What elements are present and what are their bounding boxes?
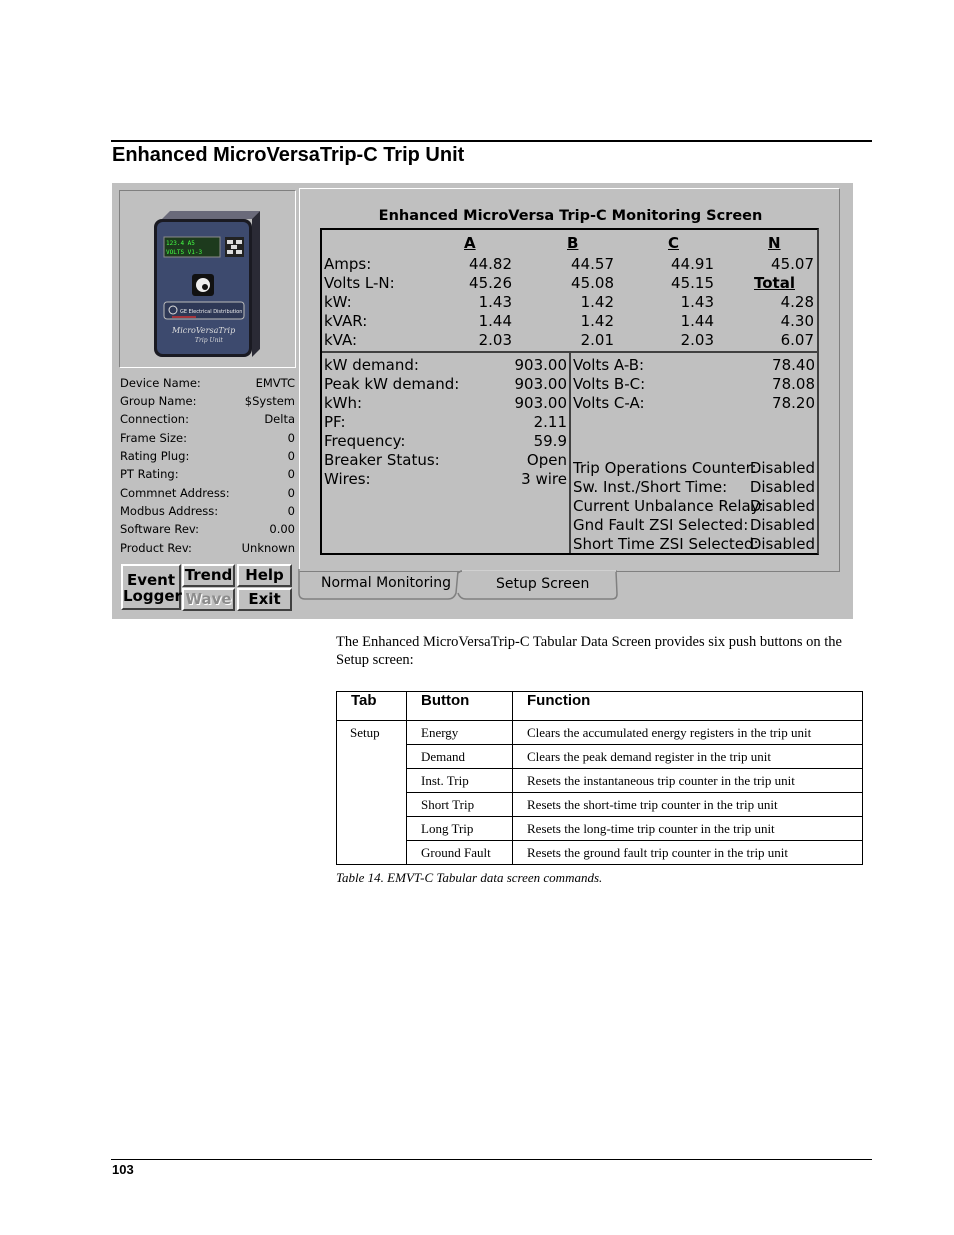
table-row: Demand Clears the peak demand register in the trip unit xyxy=(337,745,863,769)
tab-normal-monitoring[interactable]: Normal Monitoring xyxy=(321,575,451,591)
phase-header-b: B xyxy=(567,234,579,252)
table-row: Short Trip Resets the short-time trip counter in the trip unit xyxy=(337,793,863,817)
header-rule xyxy=(111,140,872,142)
device-label-line2: Trip Unit xyxy=(195,337,223,344)
device-info-row: Modbus Address: 0 xyxy=(120,504,295,518)
table-row: Inst. Trip Resets the instantaneous trip counter in the trip unit xyxy=(337,769,863,793)
device-display-line1: 123.4 A5 xyxy=(166,240,195,247)
table-row: Ground Fault Resets the ground fault trip counter in the trip unit xyxy=(337,841,863,865)
device-label-line1: MicroVersaTrip xyxy=(172,326,236,335)
device-info-row: Frame Size: 0 xyxy=(120,431,295,445)
table-caption: Table 14. EMVT-C Tabular data screen commands. xyxy=(336,870,603,885)
commands-table xyxy=(336,691,863,865)
device-image-panel xyxy=(119,190,296,368)
exit-button[interactable]: Exit xyxy=(237,588,292,611)
device-badge-text: GE Electrical Distribution xyxy=(180,309,243,315)
device-info-list xyxy=(112,374,298,559)
table-row: Long Trip Resets the long-time trip counter in the trip unit xyxy=(337,817,863,841)
event-logger-button[interactable]: Event Logger xyxy=(121,564,181,610)
footer-rule xyxy=(111,1159,872,1160)
data-grid: A B C N Amps: 44.82 44.57 44.91 45.07 Volts L-N: 45.26 45.08 45.15 Total kW: 1.43 1.42 1.43 4.28 kVAR: 1.44 1.42 1.44 4.30 kVA: 2.03 2.01 2.03 6.07 kW demand: 903.00 Peak kW demand: 903.00 kWh: 903.00 PF: 2.11 Frequency: 59.9 Breaker Status: Open Wires: 3 wire Volts A-B: 78.40 Volts B-C: 78.08 Volts C-A: 78.20 Trip Operations Counter: Disabled Sw. Inst./Short Time: Disabled Current Unbalance Relay: Disabled Gnd Fault ZSI Selected: Disabled Short Time ZSI Selected: Disabled xyxy=(320,228,819,555)
table-row: Setup Energy Clears the accumulated energy registers in the trip unit xyxy=(337,721,863,745)
table-cell-tab: Setup xyxy=(337,721,407,865)
device-info-row: Commnet Address: 0 xyxy=(120,486,295,500)
device-display-line2: VOLTS V1-3 xyxy=(166,249,203,256)
phase-header-a: A xyxy=(464,234,476,252)
device-info-row: Device Name: EMVTC xyxy=(120,376,295,390)
device-info-row: Connection: Delta xyxy=(120,412,295,426)
table-header-tab: Tab xyxy=(337,692,407,721)
device-info-row: PT Rating: 0 xyxy=(120,467,295,481)
screen-title: Enhanced MicroVersa Trip-C Monitoring Screen xyxy=(378,208,763,224)
section-title: Enhanced MicroVersaTrip-C Trip Unit xyxy=(112,144,465,166)
trip-unit-device-image xyxy=(120,191,295,367)
phase-header-n: N xyxy=(768,234,781,252)
device-info-row: Product Rev: Unknown xyxy=(120,541,295,555)
phase-header-c: C xyxy=(668,234,680,252)
grid-divider-vertical xyxy=(569,353,571,553)
device-info-row: Group Name: $System xyxy=(120,394,295,408)
monitoring-screenshot xyxy=(112,183,853,619)
page-number: 103 xyxy=(112,1162,134,1177)
table-header-function: Function xyxy=(513,692,863,721)
trend-button[interactable]: Trend xyxy=(182,564,235,587)
help-button[interactable]: Help xyxy=(237,564,292,587)
table-header-button: Button xyxy=(407,692,513,721)
tab-setup-screen[interactable]: Setup Screen xyxy=(496,576,590,592)
intro-paragraph: The Enhanced MicroVersaTrip-C Tabular Data Screen provides six push buttons on the Setup screen: xyxy=(336,634,842,668)
device-info-row: Rating Plug: 0 xyxy=(120,449,295,463)
total-label: Total xyxy=(754,274,795,292)
device-info-row: Software Rev: 0.00 xyxy=(120,522,295,536)
wave-button[interactable]: Wave xyxy=(182,588,235,611)
